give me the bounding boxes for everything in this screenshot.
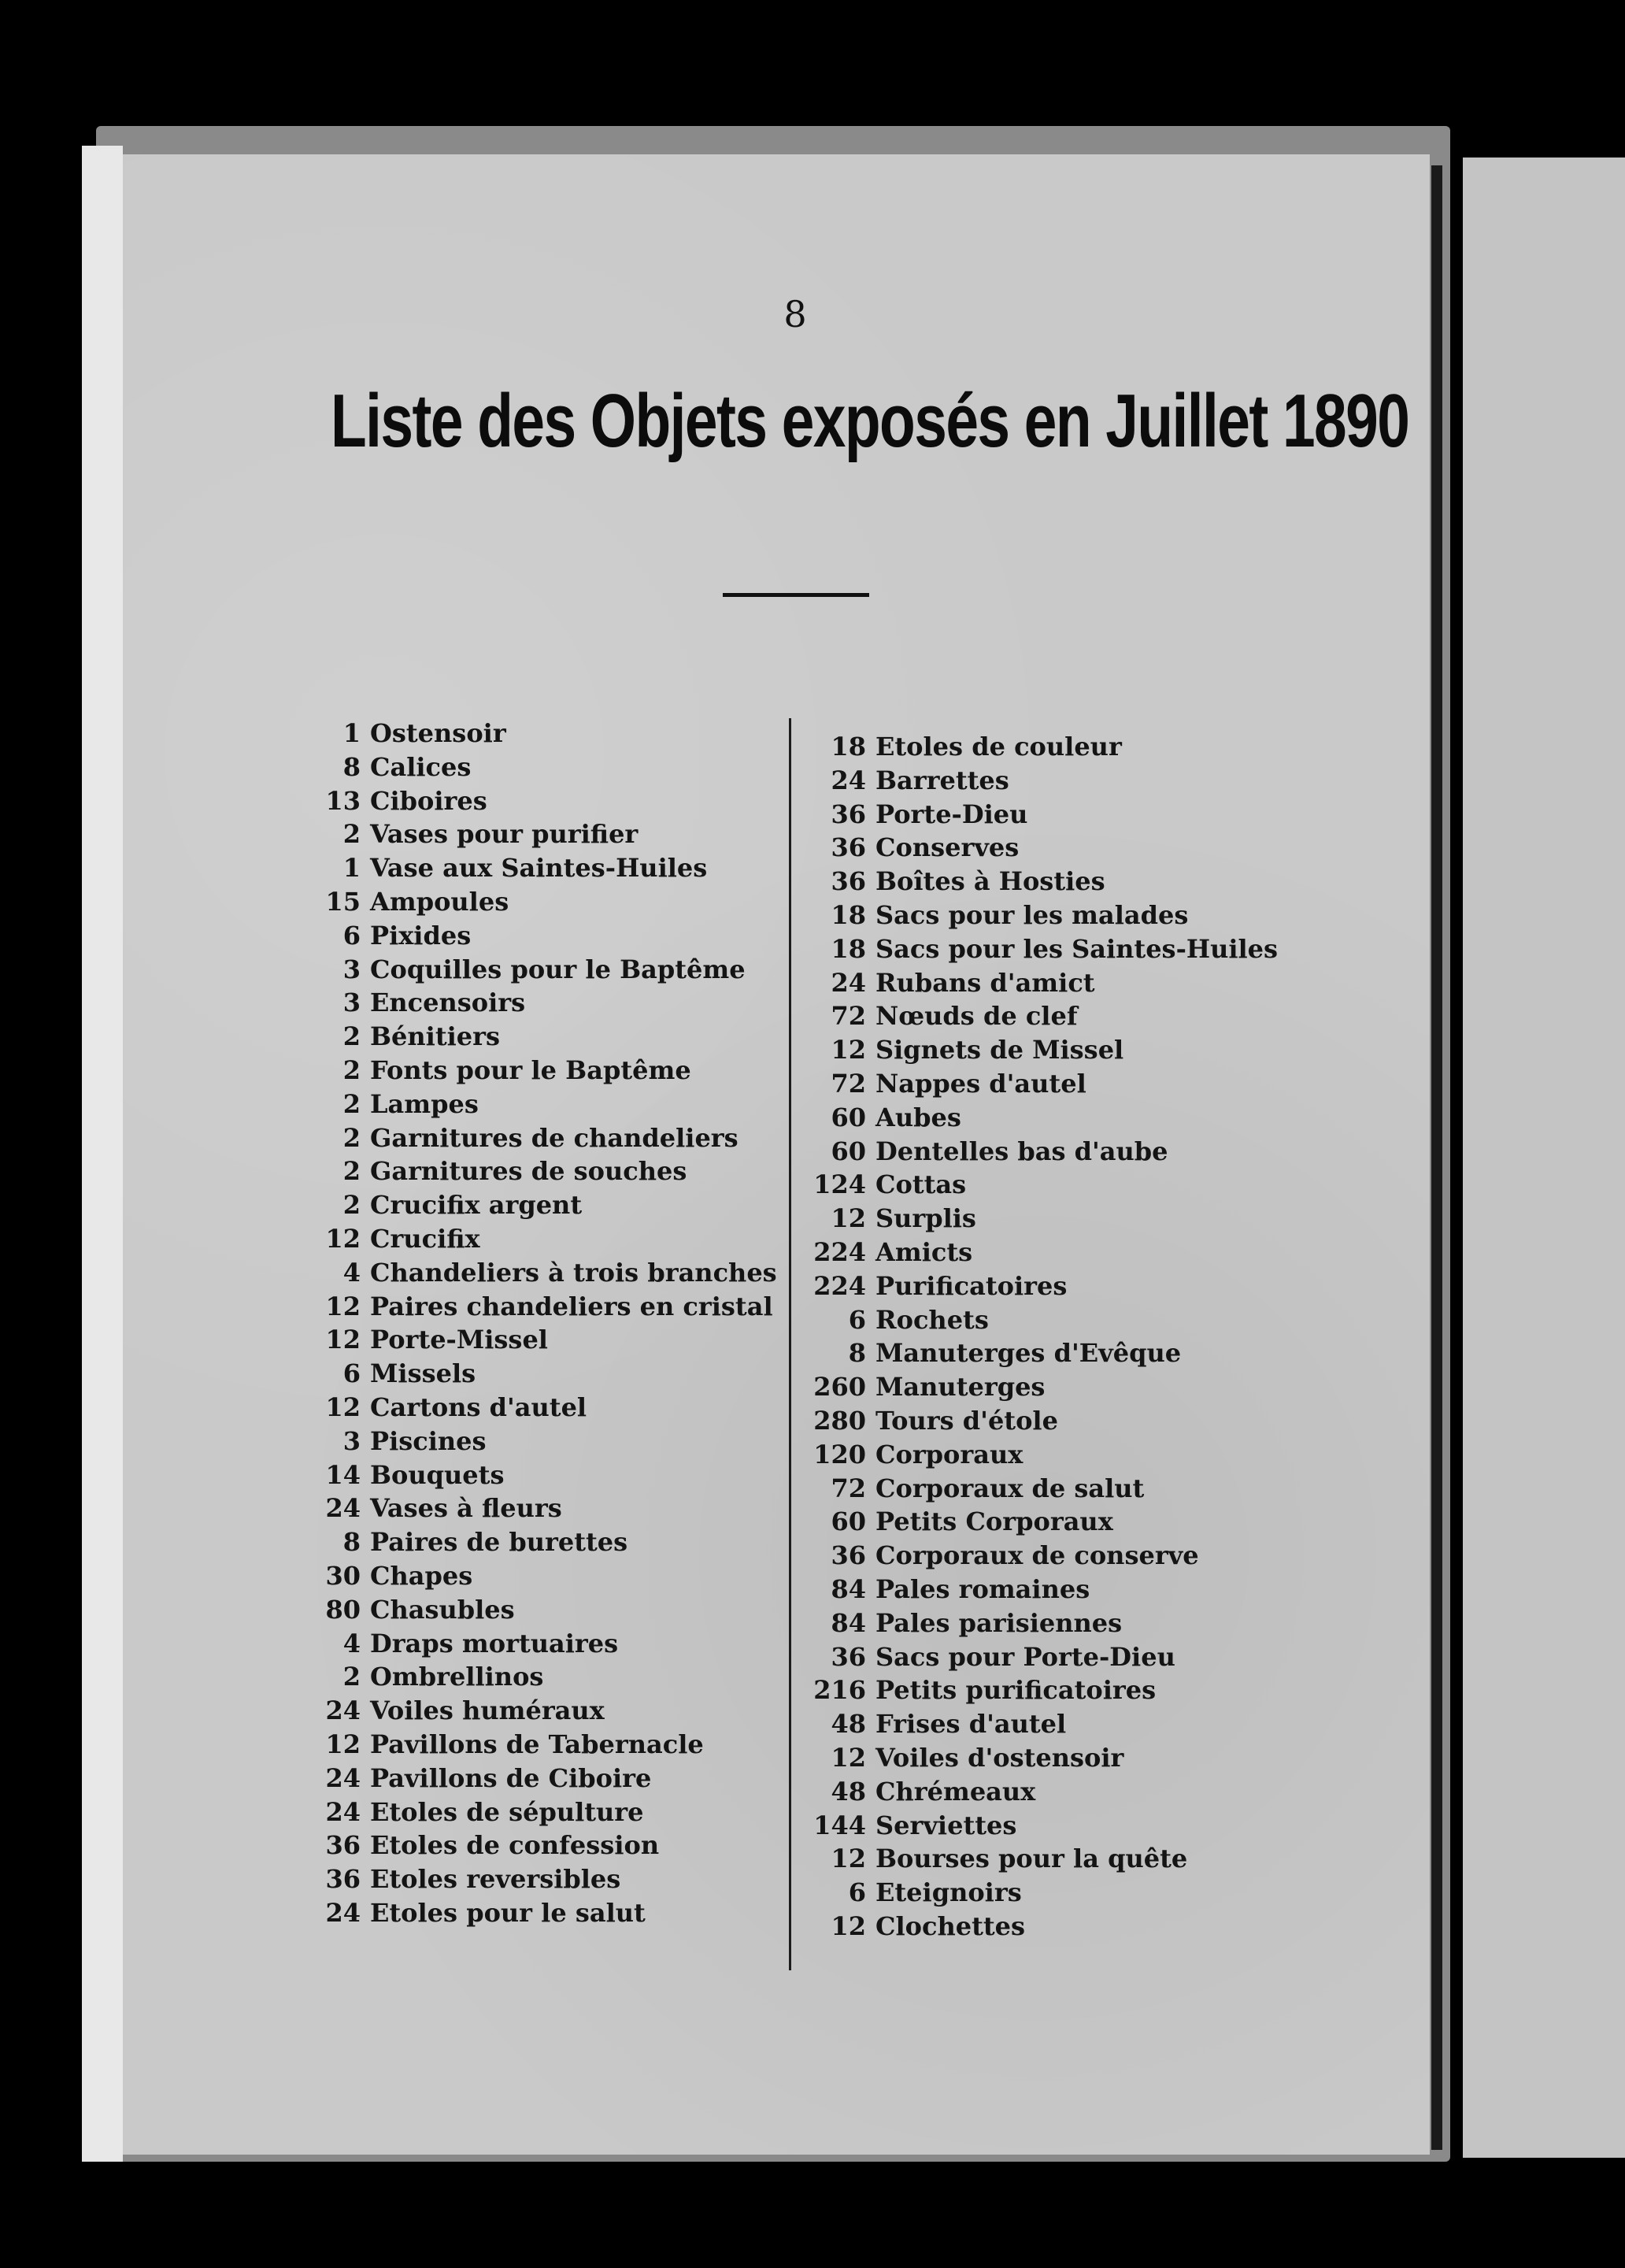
title-rule xyxy=(723,593,869,597)
item-name: Lampes xyxy=(370,1088,479,1119)
inventory-item xyxy=(811,831,1299,865)
item-name: Fonts pour le Baptême xyxy=(370,1054,691,1085)
item-quantity: 48 xyxy=(831,1709,866,1740)
inventory-item xyxy=(811,1269,1299,1303)
item-name: Etoles de confession xyxy=(370,1830,660,1861)
inventory-item xyxy=(811,1370,1299,1404)
item-name: Etoles reversibles xyxy=(370,1864,621,1895)
item-quantity: 3 xyxy=(342,954,361,984)
inventory-item xyxy=(315,1627,779,1661)
item-name: Etoles pour le salut xyxy=(370,1897,646,1928)
item-quantity: 24 xyxy=(325,1762,361,1793)
item-quantity: 12 xyxy=(325,1729,361,1759)
item-quantity: 1 xyxy=(342,853,361,884)
inventory-item xyxy=(811,1809,1299,1843)
item-quantity: 6 xyxy=(342,1358,361,1389)
item-quantity: 120 xyxy=(813,1439,866,1469)
item-quantity: 84 xyxy=(831,1607,866,1638)
item-name: Encensoirs xyxy=(370,988,526,1018)
item-name: Ostensoir xyxy=(370,718,506,748)
inventory-item xyxy=(315,1458,779,1492)
inventory-item xyxy=(315,1256,779,1290)
item-name: Petits Corporaux xyxy=(875,1506,1113,1537)
inventory-item xyxy=(315,1121,779,1155)
inventory-item xyxy=(811,1202,1299,1236)
item-quantity: 18 xyxy=(831,899,866,930)
item-name: Voiles d'ostensoir xyxy=(875,1742,1124,1773)
item-name: Corporaux de conserve xyxy=(875,1540,1199,1571)
inventory-item xyxy=(315,1762,779,1796)
item-name: Manuterges d'Evêque xyxy=(875,1338,1182,1369)
inventory-item xyxy=(315,1054,779,1088)
inventory-item xyxy=(811,899,1299,932)
inventory-item xyxy=(811,1505,1299,1539)
right-inventory-column xyxy=(811,730,1299,1944)
item-name: Nœuds de clef xyxy=(875,1001,1078,1032)
inventory-item xyxy=(315,1290,779,1324)
inventory-item xyxy=(811,798,1299,832)
item-name: Pales parisiennes xyxy=(875,1607,1123,1638)
item-quantity: 2 xyxy=(342,1156,361,1187)
item-quantity: 36 xyxy=(831,832,866,863)
item-name: Boîtes à Hosties xyxy=(875,866,1105,897)
item-quantity: 6 xyxy=(848,1877,866,1908)
inventory-item xyxy=(315,986,779,1020)
item-quantity: 2 xyxy=(342,1054,361,1085)
item-quantity: 280 xyxy=(813,1405,866,1436)
inventory-item xyxy=(811,1135,1299,1169)
item-name: Rubans d'amict xyxy=(875,967,1095,998)
item-name: Barrettes xyxy=(875,765,1009,795)
item-quantity: 12 xyxy=(831,1910,866,1941)
item-quantity: 6 xyxy=(342,920,361,951)
item-name: Sacs pour Porte-Dieu xyxy=(875,1641,1175,1672)
inventory-item xyxy=(315,851,779,885)
item-name: Garnitures de souches xyxy=(370,1156,687,1187)
inventory-item xyxy=(811,1673,1299,1707)
item-name: Calices xyxy=(370,751,472,782)
item-name: Pales romaines xyxy=(875,1573,1090,1604)
item-name: Missels xyxy=(370,1358,476,1389)
item-name: Sacs pour les Saintes-Huiles xyxy=(875,933,1279,964)
item-name: Cottas xyxy=(875,1169,967,1200)
inventory-item xyxy=(315,1088,779,1121)
item-name: Cartons d'autel xyxy=(370,1392,587,1422)
item-name: Chasubles xyxy=(370,1594,515,1625)
inventory-item xyxy=(811,1775,1299,1809)
inventory-item xyxy=(811,1606,1299,1640)
inventory-item xyxy=(811,730,1299,764)
item-quantity: 3 xyxy=(342,988,361,1018)
inventory-item xyxy=(315,1492,779,1525)
item-quantity: 12 xyxy=(325,1392,361,1422)
inventory-item xyxy=(811,1336,1299,1370)
item-name: Paires chandeliers en cristal xyxy=(370,1291,773,1321)
item-name: Frises d'autel xyxy=(875,1709,1067,1740)
item-quantity: 72 xyxy=(831,1001,866,1032)
item-quantity: 24 xyxy=(325,1897,361,1928)
inventory-item xyxy=(811,764,1299,798)
item-name: Coquilles pour le Baptême xyxy=(370,954,746,984)
item-quantity: 12 xyxy=(831,1844,866,1874)
item-name: Clochettes xyxy=(875,1910,1026,1941)
item-name: Pixides xyxy=(370,920,472,951)
inventory-item xyxy=(315,1391,779,1425)
item-name: Voiles huméraux xyxy=(370,1695,605,1726)
item-quantity: 124 xyxy=(813,1169,866,1200)
left-inventory-column xyxy=(315,717,779,1930)
item-quantity: 36 xyxy=(831,1540,866,1571)
page-edge xyxy=(82,146,123,2162)
inventory-item xyxy=(811,1472,1299,1506)
inventory-item xyxy=(315,919,779,953)
item-quantity: 12 xyxy=(325,1291,361,1321)
item-quantity: 60 xyxy=(831,1506,866,1537)
item-name: Ombrellinos xyxy=(370,1662,544,1692)
item-name: Purificatoires xyxy=(875,1270,1068,1301)
inventory-item xyxy=(315,1593,779,1627)
item-name: Chandeliers à trois branches xyxy=(370,1257,777,1288)
inventory-item xyxy=(315,1559,779,1593)
item-name: Sacs pour les malades xyxy=(875,899,1189,930)
inventory-item xyxy=(811,1910,1299,1944)
item-quantity: 36 xyxy=(831,866,866,897)
item-name: Serviettes xyxy=(875,1810,1017,1840)
item-quantity: 18 xyxy=(831,732,866,762)
item-name: Rochets xyxy=(875,1304,989,1335)
inventory-item xyxy=(811,1741,1299,1775)
item-name: Dentelles bas d'aube xyxy=(875,1136,1168,1166)
item-name: Crucifix argent xyxy=(370,1190,583,1221)
inventory-item xyxy=(315,750,779,784)
item-name: Ciboires xyxy=(370,785,487,816)
item-name: Eteignoirs xyxy=(875,1877,1022,1908)
item-quantity: 13 xyxy=(325,785,361,816)
inventory-item xyxy=(811,1033,1299,1067)
item-name: Petits purificatoires xyxy=(875,1675,1157,1706)
inventory-item xyxy=(315,1222,779,1256)
item-name: Pavillons de Ciboire xyxy=(370,1762,652,1793)
item-quantity: 36 xyxy=(325,1830,361,1861)
item-quantity: 2 xyxy=(342,819,361,850)
item-name: Amicts xyxy=(875,1236,973,1267)
item-quantity: 3 xyxy=(342,1425,361,1456)
item-quantity: 60 xyxy=(831,1102,866,1132)
item-name: Conserves xyxy=(875,832,1020,863)
inventory-item xyxy=(315,953,779,987)
item-quantity: 224 xyxy=(813,1270,866,1301)
inventory-item xyxy=(315,717,779,750)
inventory-item xyxy=(811,1842,1299,1876)
item-quantity: 72 xyxy=(831,1068,866,1099)
item-quantity: 2 xyxy=(342,1662,361,1692)
item-name: Bourses pour la quête xyxy=(875,1844,1188,1874)
inventory-item xyxy=(315,1020,779,1054)
facing-page xyxy=(1463,158,1625,2158)
item-quantity: 1 xyxy=(342,718,361,748)
inventory-item xyxy=(315,885,779,919)
inventory-item xyxy=(811,1404,1299,1438)
inventory-item xyxy=(811,1067,1299,1101)
inventory-item xyxy=(315,1694,779,1728)
item-name: Porte-Dieu xyxy=(875,799,1028,829)
item-quantity: 4 xyxy=(342,1628,361,1658)
inventory-item xyxy=(315,1154,779,1188)
inventory-item xyxy=(315,1829,779,1862)
item-name: Nappes d'autel xyxy=(875,1068,1086,1099)
item-quantity: 30 xyxy=(325,1560,361,1591)
item-name: Corporaux xyxy=(875,1439,1023,1469)
item-quantity: 8 xyxy=(342,751,361,782)
item-name: Crucifix xyxy=(370,1223,480,1254)
item-name: Surplis xyxy=(875,1203,976,1234)
item-name: Etoles de couleur xyxy=(875,732,1122,762)
inventory-item xyxy=(315,1525,779,1559)
item-quantity: 80 xyxy=(325,1594,361,1625)
item-quantity: 12 xyxy=(831,1035,866,1065)
item-name: Signets de Missel xyxy=(875,1035,1124,1065)
item-quantity: 2 xyxy=(342,1021,361,1052)
item-quantity: 8 xyxy=(342,1527,361,1558)
book-binding xyxy=(1431,165,1442,2150)
item-quantity: 12 xyxy=(325,1325,361,1355)
inventory-item xyxy=(811,1707,1299,1741)
item-quantity: 2 xyxy=(342,1190,361,1221)
item-quantity: 216 xyxy=(813,1675,866,1706)
item-name: Pavillons de Tabernacle xyxy=(370,1729,704,1759)
inventory-item xyxy=(811,1640,1299,1674)
inventory-item xyxy=(811,932,1299,966)
item-name: Bouquets xyxy=(370,1459,505,1490)
item-name: Vases à fleurs xyxy=(370,1493,562,1524)
inventory-item xyxy=(811,1236,1299,1269)
item-quantity: 36 xyxy=(831,1641,866,1672)
item-quantity: 14 xyxy=(325,1459,361,1490)
item-name: Paires de burettes xyxy=(370,1527,628,1558)
item-quantity: 24 xyxy=(325,1796,361,1827)
item-name: Ampoules xyxy=(370,886,509,917)
item-quantity: 48 xyxy=(831,1776,866,1807)
inventory-item xyxy=(315,1896,779,1930)
item-quantity: 4 xyxy=(342,1257,361,1288)
item-name: Tours d'étole xyxy=(875,1405,1058,1436)
item-name: Porte-Missel xyxy=(370,1325,548,1355)
item-quantity: 12 xyxy=(831,1742,866,1773)
item-name: Draps mortuaires xyxy=(370,1628,619,1658)
inventory-item xyxy=(811,1438,1299,1472)
item-quantity: 260 xyxy=(813,1372,866,1403)
inventory-item xyxy=(315,817,779,851)
inventory-item xyxy=(811,966,1299,1000)
item-quantity: 60 xyxy=(831,1136,866,1166)
item-name: Garnitures de chandeliers xyxy=(370,1122,738,1153)
inventory-item xyxy=(315,1323,779,1357)
inventory-item xyxy=(315,1425,779,1458)
item-quantity: 15 xyxy=(325,886,361,917)
inventory-item xyxy=(315,784,779,818)
inventory-item xyxy=(811,1168,1299,1202)
page-title: Liste des Objets exposés en Juillet 1890 xyxy=(331,379,1409,463)
item-quantity: 144 xyxy=(813,1810,866,1840)
page-number: 8 xyxy=(783,293,807,335)
inventory-item xyxy=(315,1357,779,1391)
item-name: Chapes xyxy=(370,1560,473,1591)
item-quantity: 2 xyxy=(342,1122,361,1153)
item-name: Chrémeaux xyxy=(875,1776,1036,1807)
item-quantity: 36 xyxy=(325,1864,361,1895)
column-divider xyxy=(789,718,791,1970)
item-quantity: 8 xyxy=(848,1338,866,1369)
item-quantity: 72 xyxy=(831,1473,866,1503)
inventory-item xyxy=(811,1539,1299,1573)
inventory-item xyxy=(315,1796,779,1829)
item-quantity: 6 xyxy=(848,1304,866,1335)
item-name: Vase aux Saintes-Huiles xyxy=(370,853,708,884)
item-name: Etoles de sépulture xyxy=(370,1796,644,1827)
inventory-item xyxy=(315,1660,779,1694)
item-name: Corporaux de salut xyxy=(875,1473,1145,1503)
item-quantity: 36 xyxy=(831,799,866,829)
item-name: Vases pour purifier xyxy=(370,819,639,850)
item-quantity: 84 xyxy=(831,1573,866,1604)
item-quantity: 24 xyxy=(325,1695,361,1726)
inventory-item xyxy=(811,999,1299,1033)
item-quantity: 12 xyxy=(831,1203,866,1234)
item-name: Piscines xyxy=(370,1425,487,1456)
inventory-item xyxy=(811,1876,1299,1910)
item-name: Bénitiers xyxy=(370,1021,500,1052)
inventory-item xyxy=(811,1573,1299,1606)
item-quantity: 2 xyxy=(342,1088,361,1119)
inventory-item xyxy=(315,1862,779,1896)
inventory-item xyxy=(315,1728,779,1762)
item-quantity: 24 xyxy=(831,967,866,998)
item-quantity: 224 xyxy=(813,1236,866,1267)
item-quantity: 24 xyxy=(325,1493,361,1524)
inventory-item xyxy=(811,1303,1299,1337)
inventory-item xyxy=(811,865,1299,899)
item-name: Manuterges xyxy=(875,1372,1046,1403)
item-quantity: 12 xyxy=(325,1223,361,1254)
item-quantity: 18 xyxy=(831,933,866,964)
inventory-item xyxy=(315,1188,779,1222)
inventory-item xyxy=(811,1101,1299,1135)
item-name: Aubes xyxy=(875,1102,961,1132)
item-quantity: 24 xyxy=(831,765,866,795)
